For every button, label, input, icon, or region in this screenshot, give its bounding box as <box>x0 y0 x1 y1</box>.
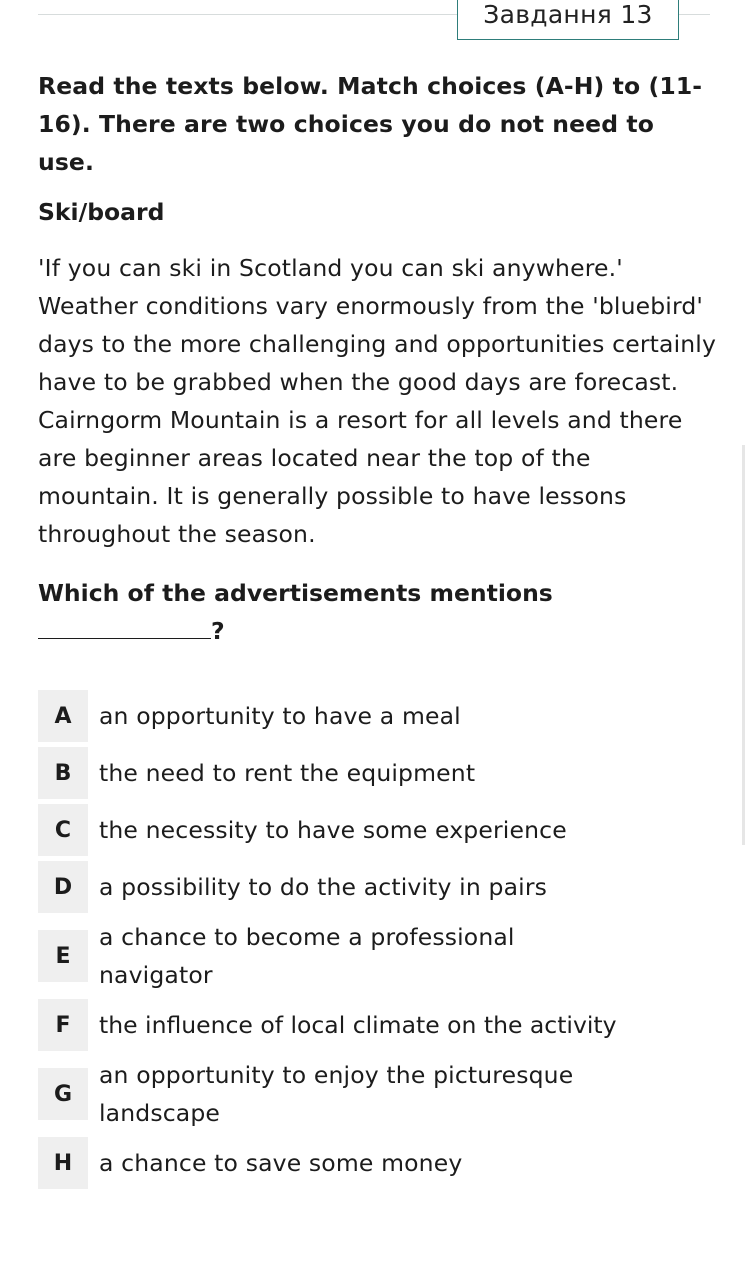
question-mark: ? <box>211 617 225 645</box>
option-letter: F <box>38 999 88 1051</box>
reading-passage: 'If you can ski in Scotland you can ski anywhere.' Weather conditions vary enormously from the 'bluebird' days to the more challenging and opportunities certainly have to be grabbed when the good days are forecast. Cairngorm Mountain is a resort for all levels and there are beginner areas located near the top of the mountain. It is generally possible to have lessons throughout the season. <box>38 254 717 548</box>
option-g[interactable] <box>38 1056 718 1132</box>
option-text: the influence of local climate on the activity <box>99 1011 617 1039</box>
option-text: a chance to save some money <box>99 1149 463 1177</box>
task-content <box>38 67 718 1194</box>
option-text: the need to rent the equipment <box>99 759 476 787</box>
option-e[interactable] <box>38 918 718 994</box>
option-d[interactable] <box>38 861 718 913</box>
option-text: an opportunity to have a meal <box>99 702 461 730</box>
option-f[interactable] <box>38 999 718 1051</box>
answer-options-list <box>38 690 718 1189</box>
option-a[interactable] <box>38 690 718 742</box>
option-b[interactable] <box>38 747 718 799</box>
question-prompt <box>38 574 718 650</box>
option-letter: B <box>38 747 88 799</box>
option-letter: E <box>38 930 88 982</box>
option-c[interactable] <box>38 804 718 856</box>
option-h[interactable] <box>38 1137 718 1189</box>
option-letter: G <box>38 1068 88 1120</box>
option-letter: C <box>38 804 88 856</box>
question-text: Which of the advertisements mentions <box>38 579 553 607</box>
option-letter: H <box>38 1137 88 1189</box>
option-text: a possibility to do the activity in pairs <box>99 873 548 901</box>
option-letter: A <box>38 690 88 742</box>
scrollbar[interactable] <box>742 445 745 845</box>
option-text: a chance to become a professional navigator <box>99 923 515 989</box>
option-letter: D <box>38 861 88 913</box>
task-instruction: Read the texts below. Match choices (A-H) to (11-16). There are two choices you do not need to use. <box>38 72 703 176</box>
text-title: Ski/board <box>38 198 165 226</box>
option-text: an opportunity to enjoy the picturesque landscape <box>99 1061 574 1127</box>
option-text: the necessity to have some experience <box>99 816 567 844</box>
answer-blank <box>38 614 211 639</box>
task-number-badge: Завдання 13 <box>457 0 679 40</box>
